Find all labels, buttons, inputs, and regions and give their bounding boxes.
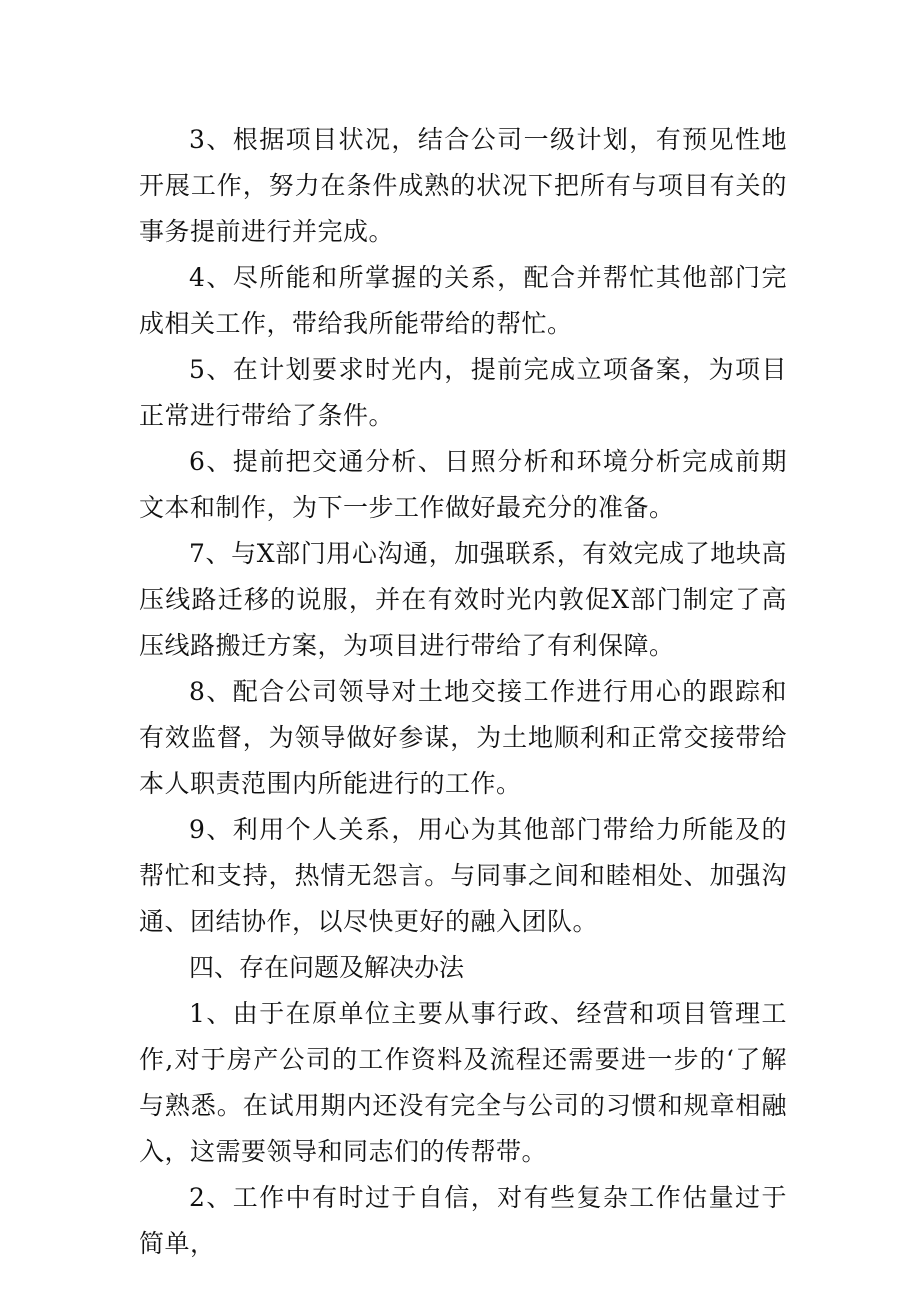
paragraph-item-3: 3、根据项目状况，结合公司一级计划，有预见性地开展工作，努力在条件成熟的状况下把所有与项目有关的事务提前进行并完成。	[139, 125, 787, 246]
section-heading: 四、存在问题及解决办法	[189, 953, 465, 982]
paragraph-item-8: 8、配合公司领导对土地交接工作进行用心的跟踪和有效监督，为领导做好参谋，为土地顺利和正常交接带给本人职责范围内所能进行的工作。	[139, 677, 787, 798]
paragraph-item-4: 4、尽所能和所掌握的关系，配合并帮忙其他部门完成相关工作，带给我所能带给的帮忙。	[139, 263, 787, 338]
paragraph-item-7: 7、与X部门用心沟通，加强联系，有效完成了地块高压线路迁移的说服，并在有效时光内敦促X部门制定了高压线路搬迁方案，为项目进行带给了有利保障。	[139, 539, 787, 660]
paragraph-item-6: 6、提前把交通分析、日照分析和环境分析完成前期文本和制作，为下一步工作做好最充分的准备。	[139, 447, 787, 522]
problem-item-2: 2、工作中有时过于自信，对有些复杂工作估量过于简单，	[139, 1183, 787, 1258]
paragraph-item-9: 9、利用个人关系，用心为其他部门带给力所能及的帮忙和支持，热情无怨言。与同事之间和睦相处、加强沟通、团结协作，以尽快更好的融入团队。	[139, 815, 787, 936]
document-body	[139, 117, 787, 1267]
problem-item-1: 1、由于在原单位主要从事行政、经营和项目管理工作,对于房产公司的工作资料及流程还需要进一步的‘了解与熟悉。在试用期内还没有完全与公司的习惯和规章相融入，这需要领导和同志们的传帮带。	[139, 999, 787, 1166]
paragraph-item-5: 5、在计划要求时光内，提前完成立项备案，为项目正常进行带给了条件。	[139, 355, 787, 430]
